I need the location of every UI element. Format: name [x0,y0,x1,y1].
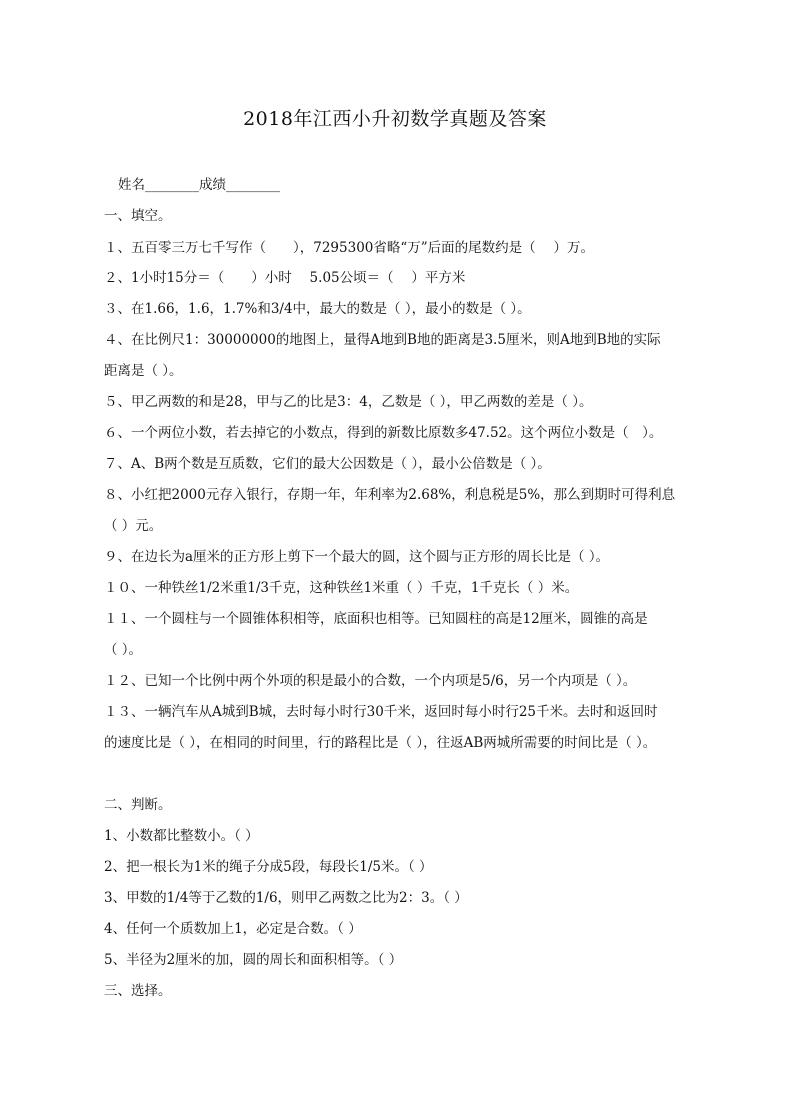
fill-item-9: ９、在边长为a厘米的正方形上剪下一个最大的圆，这个圆与正方形的周长比是（ ）。 [104,549,610,565]
fill-item-7: ７、A、B两个数是互质数，它们的最大公因数是（ ），最小公倍数是（ ）。 [104,456,551,472]
section-judge-heading: 二、判断。 [104,797,172,813]
fill-item-10: １０、一种铁丝1/2米重1/3千克，这种铁丝1米重（ ）千克，1千克长（ ）米。 [104,580,579,596]
fill-item-5: ５、甲乙两数的和是28，甲与乙的比是3：4，乙数是（ ），甲乙两数的差是（ ）。 [104,394,593,410]
judge-item-5: 5、半径为2厘米的加，圆的周长和面积相等。（ ） [104,952,403,968]
fill-item-12: １２、已知一个比例中两个外项的积是最小的合数，一个内项是5/6，另一个内项是（ ）。 [104,673,637,689]
name-score-line: 姓名________成绩________ [118,177,280,193]
judge-item-1: 1、小数都比整数小。（ ） [104,828,259,844]
fill-item-8-cont: （ ）元。 [104,518,163,534]
fill-item-13-cont: 的速度比是（ ），在相同的时间里，行的路程比是（ ），往返AB两城所需要的时间比是（ ）。 [104,735,657,751]
judge-item-2: 2、把一根长为1米的绳子分成5段，每段长1/5米。（ ） [104,859,433,875]
judge-item-4: 4、任何一个质数加上1，必定是合数。（ ） [104,921,362,937]
section-choice-heading: 三、选择。 [104,983,172,999]
fill-item-11: １１、一个圆柱与一个圆锥体积相等，底面积也相等。已知圆柱的高是12厘米，圆锥的高是 [104,611,648,627]
fill-item-4-cont: 距离是（ ）。 [104,363,183,379]
fill-item-1: １、五百零三万七千写作（ ），7295300省略“万”后面的尾数约是（ ）万。 [104,240,594,256]
section-fill-heading: 一、填空。 [104,208,172,224]
document-title: 2018年江西小升初数学真题及答案 [243,108,547,130]
fill-item-13: １３、一辆汽车从A城到B城，去时每小时行30千米，返回时每小时行25千米。去时和返回时 [104,704,658,720]
judge-item-3: 3、甲数的1/4等于乙数的1/6，则甲乙两数之比为2：3。（ ） [104,890,468,906]
fill-item-3: ３、在1.66，1.6，1.7%和3/4中，最大的数是（ ），最小的数是（ ）。 [104,301,531,317]
fill-item-4: ４、在比例尺1：30000000的地图上，量得A地到B地的距离是3.5厘米，则A地到B地的实际 [104,332,661,348]
fill-item-11-cont: （ ）。 [104,642,143,658]
fill-item-2: ２、1小时15分＝（ ）小时 5.05公顷＝（ ）平方米 [104,270,466,286]
fill-item-8: ８、小红把2000元存入银行，存期一年，年利率为2.68%，利息税是5%，那么到期时可得利息 [104,487,676,503]
fill-item-6: ６、一个两位小数，若去掉它的小数点，得到的新数比原数多47.52。这个两位小数是（ ）。 [104,425,663,441]
